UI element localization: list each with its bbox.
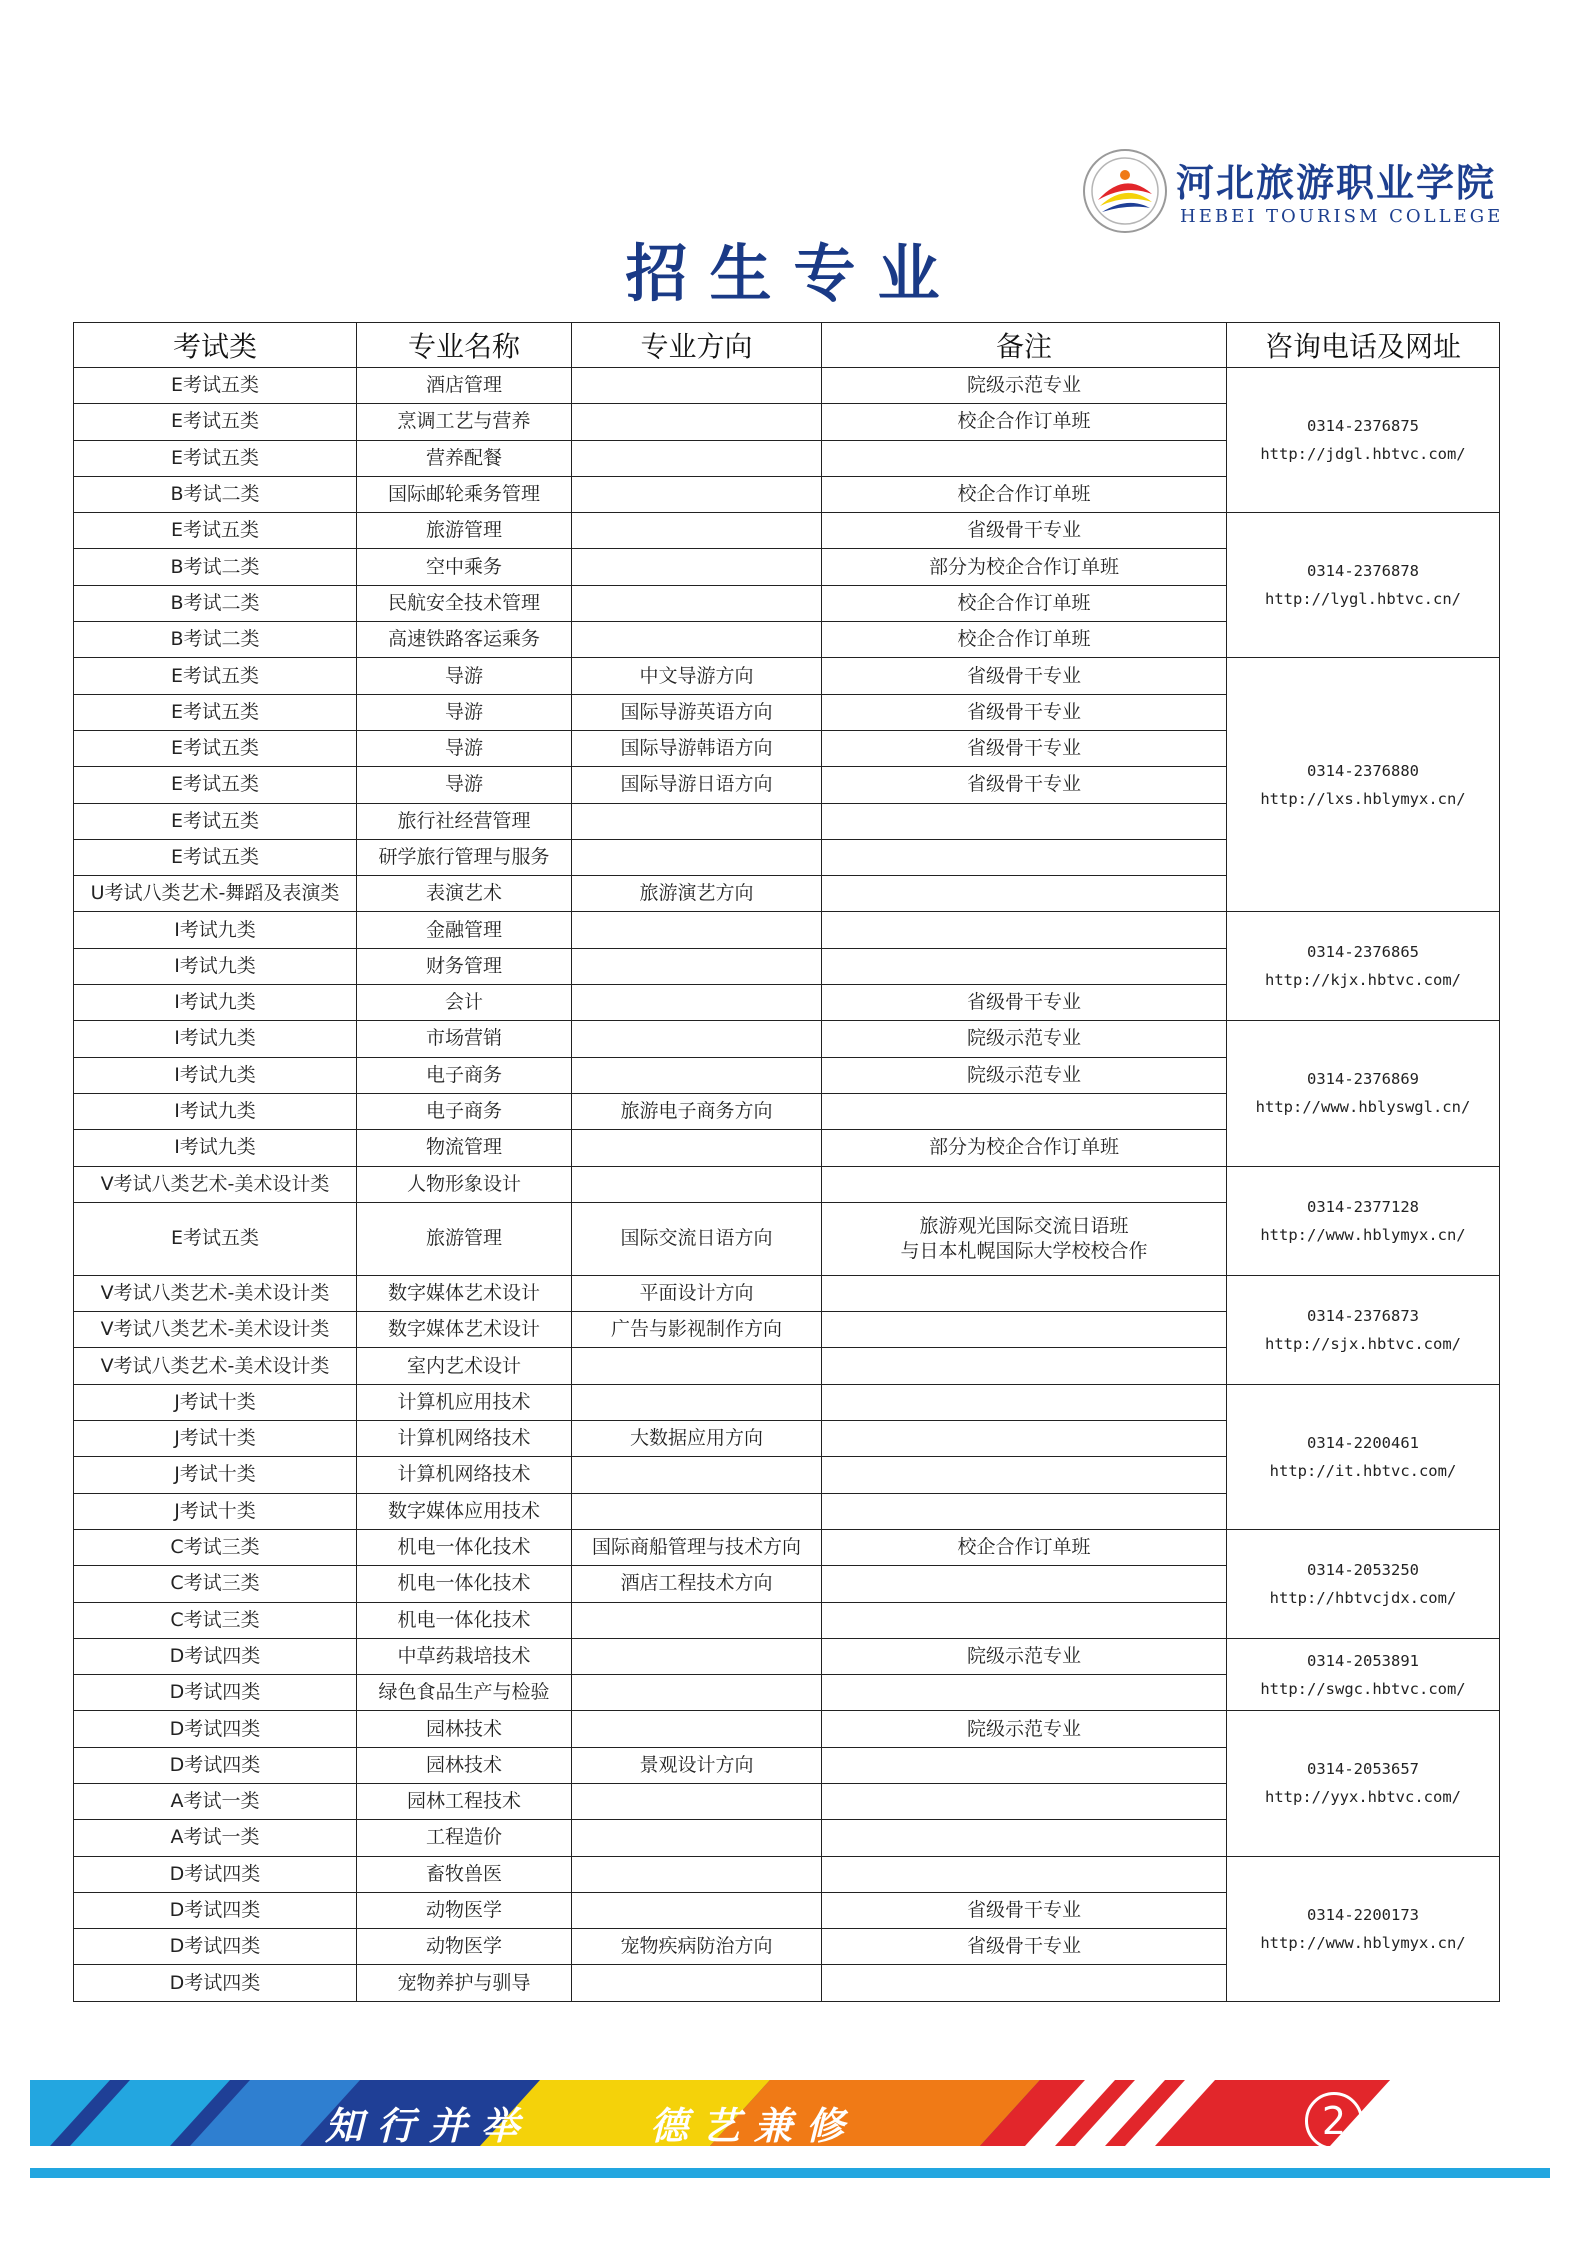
major-direction-cell — [572, 1965, 822, 2001]
header-major-direction: 专业方向 — [572, 323, 822, 368]
exam-category-cell: E考试五类 — [74, 513, 357, 549]
remarks-cell: 省级骨干专业 — [822, 513, 1227, 549]
exam-category-cell: D考试四类 — [74, 1929, 357, 1965]
major-name-cell: 工程造价 — [357, 1820, 572, 1856]
table-header-row — [74, 323, 1500, 368]
major-name-cell: 空中乘务 — [357, 549, 572, 585]
remarks-cell: 校企合作订单班 — [822, 585, 1227, 621]
remarks-cell — [822, 1202, 1227, 1275]
contact-cell — [1227, 1529, 1500, 1638]
exam-category-cell: A考试一类 — [74, 1820, 357, 1856]
major-direction-cell: 国际导游日语方向 — [572, 767, 822, 803]
exam-category-cell: I考试九类 — [74, 1057, 357, 1093]
contact-phone: 0314-2376878 — [1307, 562, 1419, 581]
major-name-cell: 中草药栽培技术 — [357, 1638, 572, 1674]
remarks-cell — [822, 1566, 1227, 1602]
contact-phone: 0314-2053891 — [1307, 1651, 1419, 1670]
contact-url[interactable]: http://www.hblymyx.cn/ — [1260, 1933, 1466, 1952]
major-name-cell: 表演艺术 — [357, 876, 572, 912]
remarks-cell: 部分为校企合作订单班 — [822, 549, 1227, 585]
major-name-cell: 数字媒体艺术设计 — [357, 1275, 572, 1311]
contact-url[interactable]: http://it.hbtvc.com/ — [1269, 1461, 1457, 1480]
remarks-cell — [822, 1348, 1227, 1384]
major-direction-cell: 酒店工程技术方向 — [572, 1566, 822, 1602]
contact-phone: 0314-2200173 — [1307, 1905, 1419, 1924]
contact-url[interactable]: http://lygl.hbtvc.cn/ — [1265, 590, 1461, 609]
remarks-cell — [822, 1457, 1227, 1493]
contact-cell — [1227, 1275, 1500, 1384]
exam-category-cell: D考试四类 — [74, 1892, 357, 1928]
major-direction-cell — [572, 1493, 822, 1529]
remarks-cell — [822, 1166, 1227, 1202]
major-name-cell: 畜牧兽医 — [357, 1856, 572, 1892]
contact-url[interactable]: http://jdgl.hbtvc.com/ — [1260, 445, 1466, 464]
major-name-cell: 机电一体化技术 — [357, 1602, 572, 1638]
remarks-line: 旅游观光国际交流日语班 — [919, 1214, 1129, 1237]
remarks-cell: 校企合作订单班 — [822, 404, 1227, 440]
major-name-cell: 财务管理 — [357, 948, 572, 984]
table-row — [74, 513, 1500, 549]
exam-category-cell: I考试九类 — [74, 1130, 357, 1166]
contact-phone: 0314-2376873 — [1307, 1306, 1419, 1325]
exam-category-cell: E考试五类 — [74, 767, 357, 803]
remarks-cell: 省级骨干专业 — [822, 767, 1227, 803]
contact-phone: 0314-2376865 — [1307, 943, 1419, 962]
remarks-cell: 院级示范专业 — [822, 1057, 1227, 1093]
major-name-cell: 旅行社经营管理 — [357, 803, 572, 839]
exam-category-cell: J考试十类 — [74, 1493, 357, 1529]
majors-table-body — [74, 368, 1500, 2002]
contact-cell — [1227, 1384, 1500, 1529]
major-name-cell: 人物形象设计 — [357, 1166, 572, 1202]
exam-category-cell: E考试五类 — [74, 730, 357, 766]
table-row — [74, 1021, 1500, 1057]
contact-url[interactable]: http://lxs.hblymyx.cn/ — [1260, 789, 1466, 808]
major-name-cell: 金融管理 — [357, 912, 572, 948]
major-direction-cell — [572, 985, 822, 1021]
major-name-cell: 民航安全技术管理 — [357, 585, 572, 621]
remarks-cell — [822, 1093, 1227, 1129]
table-row — [74, 658, 1500, 694]
contact-url[interactable]: http://swgc.hbtvc.com/ — [1260, 1679, 1466, 1698]
major-name-cell: 计算机网络技术 — [357, 1421, 572, 1457]
exam-category-cell: I考试九类 — [74, 948, 357, 984]
college-name-cn: 河北旅游职业学院 — [1176, 160, 1497, 205]
exam-category-cell: B考试二类 — [74, 476, 357, 512]
exam-category-cell: E考试五类 — [74, 803, 357, 839]
major-direction-cell: 广告与影视制作方向 — [572, 1312, 822, 1348]
remarks-cell: 省级骨干专业 — [822, 985, 1227, 1021]
table-row — [74, 368, 1500, 404]
exam-category-cell: A考试一类 — [74, 1783, 357, 1819]
remarks-cell: 省级骨干专业 — [822, 658, 1227, 694]
exam-category-cell: I考试九类 — [74, 985, 357, 1021]
major-direction-cell: 国际交流日语方向 — [572, 1202, 822, 1275]
table-row — [74, 1275, 1500, 1311]
remarks-cell: 院级示范专业 — [822, 1021, 1227, 1057]
exam-category-cell: J考试十类 — [74, 1384, 357, 1420]
major-name-cell: 机电一体化技术 — [357, 1566, 572, 1602]
exam-category-cell: D考试四类 — [74, 1675, 357, 1711]
major-name-cell: 动物医学 — [357, 1892, 572, 1928]
major-name-cell: 数字媒体艺术设计 — [357, 1312, 572, 1348]
major-direction-cell — [572, 513, 822, 549]
exam-category-cell: D考试四类 — [74, 1747, 357, 1783]
major-name-cell: 物流管理 — [357, 1130, 572, 1166]
contact-cell — [1227, 658, 1500, 912]
major-direction-cell — [572, 585, 822, 621]
major-direction-cell: 中文导游方向 — [572, 658, 822, 694]
exam-category-cell: I考试九类 — [74, 912, 357, 948]
exam-category-cell: U考试八类艺术-舞蹈及表演类 — [74, 876, 357, 912]
major-direction-cell — [572, 803, 822, 839]
exam-category-cell: E考试五类 — [74, 404, 357, 440]
table-row — [74, 1638, 1500, 1674]
exam-category-cell: V考试八类艺术-美术设计类 — [74, 1348, 357, 1384]
major-direction-cell — [572, 839, 822, 875]
page-number: 2 — [1305, 2092, 1363, 2150]
contact-url[interactable]: http://hbtvcjdx.com/ — [1269, 1588, 1457, 1607]
remarks-cell — [822, 1312, 1227, 1348]
major-direction-cell — [572, 1892, 822, 1928]
major-direction-cell: 国际导游英语方向 — [572, 694, 822, 730]
major-name-cell: 导游 — [357, 658, 572, 694]
exam-category-cell: E考试五类 — [74, 694, 357, 730]
exam-category-cell: B考试二类 — [74, 549, 357, 585]
page-title: 招生专业 — [625, 237, 962, 310]
contact-cell — [1227, 368, 1500, 513]
major-direction-cell — [572, 1856, 822, 1892]
major-direction-cell: 平面设计方向 — [572, 1275, 822, 1311]
exam-category-cell: D考试四类 — [74, 1638, 357, 1674]
major-name-cell: 旅游管理 — [357, 513, 572, 549]
contact-cell — [1227, 1166, 1500, 1275]
remarks-cell — [822, 1820, 1227, 1856]
major-name-cell: 园林技术 — [357, 1711, 572, 1747]
contact-phone: 0314-2053250 — [1307, 1560, 1419, 1579]
major-direction-cell — [572, 1711, 822, 1747]
contact-phone: 0314-2200461 — [1307, 1433, 1419, 1452]
major-direction-cell — [572, 948, 822, 984]
remarks-cell — [822, 1675, 1227, 1711]
exam-category-cell: C考试三类 — [74, 1602, 357, 1638]
major-direction-cell — [572, 1348, 822, 1384]
header-contact: 咨询电话及网址 — [1227, 323, 1500, 368]
major-name-cell: 营养配餐 — [357, 440, 572, 476]
remarks-cell: 校企合作订单班 — [822, 476, 1227, 512]
remarks-cell — [822, 1965, 1227, 2001]
major-name-cell: 绿色食品生产与检验 — [357, 1675, 572, 1711]
exam-category-cell: J考试十类 — [74, 1421, 357, 1457]
major-direction-cell — [572, 1130, 822, 1166]
table-row — [74, 1856, 1500, 1892]
remarks-cell — [822, 1856, 1227, 1892]
exam-category-cell: C考试三类 — [74, 1529, 357, 1565]
header-major-name: 专业名称 — [357, 323, 572, 368]
exam-category-cell: V考试八类艺术-美术设计类 — [74, 1166, 357, 1202]
college-seal-icon — [1082, 148, 1168, 234]
footer-slogan-right: 德艺兼修 — [650, 2103, 859, 2148]
major-name-cell: 烹调工艺与营养 — [357, 404, 572, 440]
exam-category-cell: D考试四类 — [74, 1965, 357, 2001]
exam-category-cell: I考试九类 — [74, 1093, 357, 1129]
remarks-cell — [822, 1747, 1227, 1783]
remarks-cell: 省级骨干专业 — [822, 694, 1227, 730]
table-row — [74, 912, 1500, 948]
remarks-cell: 省级骨干专业 — [822, 1929, 1227, 1965]
footer-slogan-left: 知行并举 — [325, 2103, 534, 2148]
major-name-cell: 市场营销 — [357, 1021, 572, 1057]
major-direction-cell — [572, 1457, 822, 1493]
major-name-cell: 高速铁路客运乘务 — [357, 622, 572, 658]
exam-category-cell: E考试五类 — [74, 658, 357, 694]
table-row — [74, 1529, 1500, 1565]
majors-table — [73, 322, 1500, 2002]
remarks-cell: 校企合作订单班 — [822, 1529, 1227, 1565]
major-name-cell: 旅游管理 — [357, 1202, 572, 1275]
contact-url[interactable]: http://yyx.hbtvc.com/ — [1265, 1788, 1461, 1807]
major-direction-cell — [572, 1638, 822, 1674]
table-row — [74, 1384, 1500, 1420]
remarks-cell: 省级骨干专业 — [822, 730, 1227, 766]
remarks-cell — [822, 912, 1227, 948]
exam-category-cell: V考试八类艺术-美术设计类 — [74, 1275, 357, 1311]
major-name-cell: 室内艺术设计 — [357, 1348, 572, 1384]
major-name-cell: 动物医学 — [357, 1929, 572, 1965]
table-row — [74, 1711, 1500, 1747]
exam-category-cell: E考试五类 — [74, 1202, 357, 1275]
major-name-cell: 园林工程技术 — [357, 1783, 572, 1819]
exam-category-cell: B考试二类 — [74, 622, 357, 658]
major-direction-cell — [572, 404, 822, 440]
major-direction-cell: 国际导游韩语方向 — [572, 730, 822, 766]
major-direction-cell — [572, 912, 822, 948]
remarks-cell: 院级示范专业 — [822, 368, 1227, 404]
college-name-en: HEBEI TOURISM COLLEGE — [1180, 206, 1504, 227]
remarks-cell — [822, 1783, 1227, 1819]
major-name-cell: 电子商务 — [357, 1093, 572, 1129]
major-name-cell: 机电一体化技术 — [357, 1529, 572, 1565]
contact-cell — [1227, 912, 1500, 1021]
exam-category-cell: C考试三类 — [74, 1566, 357, 1602]
contact-url[interactable]: http://www.hblyswgl.cn/ — [1255, 1098, 1471, 1117]
exam-category-cell: J考试十类 — [74, 1457, 357, 1493]
remarks-cell — [822, 1384, 1227, 1420]
exam-category-cell: V考试八类艺术-美术设计类 — [74, 1312, 357, 1348]
remarks-cell: 院级示范专业 — [822, 1711, 1227, 1747]
exam-category-cell: D考试四类 — [74, 1711, 357, 1747]
remarks-cell — [822, 839, 1227, 875]
major-name-cell: 电子商务 — [357, 1057, 572, 1093]
major-direction-cell: 景观设计方向 — [572, 1747, 822, 1783]
major-direction-cell — [572, 549, 822, 585]
contact-url[interactable]: http://kjx.hbtvc.com/ — [1265, 971, 1461, 990]
major-direction-cell — [572, 1820, 822, 1856]
major-name-cell: 研学旅行管理与服务 — [357, 839, 572, 875]
remarks-cell — [822, 1421, 1227, 1457]
major-direction-cell — [572, 1675, 822, 1711]
major-name-cell: 导游 — [357, 767, 572, 803]
exam-category-cell: D考试四类 — [74, 1856, 357, 1892]
major-direction-cell — [572, 476, 822, 512]
major-direction-cell — [572, 1384, 822, 1420]
exam-category-cell: B考试二类 — [74, 585, 357, 621]
remarks-cell — [822, 876, 1227, 912]
major-direction-cell — [572, 1602, 822, 1638]
major-name-cell: 园林技术 — [357, 1747, 572, 1783]
contact-cell — [1227, 1711, 1500, 1856]
exam-category-cell: I考试九类 — [74, 1021, 357, 1057]
major-direction-cell — [572, 1166, 822, 1202]
remarks-cell — [822, 803, 1227, 839]
contact-cell — [1227, 1021, 1500, 1166]
contact-phone: 0314-2053657 — [1307, 1760, 1419, 1779]
remarks-cell: 部分为校企合作订单班 — [822, 1130, 1227, 1166]
header-remarks: 备注 — [822, 323, 1227, 368]
major-name-cell: 导游 — [357, 730, 572, 766]
exam-category-cell: E考试五类 — [74, 839, 357, 875]
contact-cell — [1227, 513, 1500, 658]
major-name-cell: 计算机网络技术 — [357, 1457, 572, 1493]
major-direction-cell: 旅游演艺方向 — [572, 876, 822, 912]
remarks-cell: 校企合作订单班 — [822, 622, 1227, 658]
contact-phone: 0314-2376880 — [1307, 761, 1419, 780]
remarks-cell: 省级骨干专业 — [822, 1892, 1227, 1928]
major-name-cell: 会计 — [357, 985, 572, 1021]
major-direction-cell: 旅游电子商务方向 — [572, 1093, 822, 1129]
major-name-cell: 计算机应用技术 — [357, 1384, 572, 1420]
remarks-cell — [822, 1602, 1227, 1638]
contact-cell — [1227, 1638, 1500, 1711]
major-direction-cell — [572, 1057, 822, 1093]
major-name-cell: 导游 — [357, 694, 572, 730]
major-direction-cell: 国际商船管理与技术方向 — [572, 1529, 822, 1565]
major-direction-cell — [572, 440, 822, 476]
contact-url[interactable]: http://sjx.hbtvc.com/ — [1265, 1334, 1461, 1353]
college-logo — [1082, 148, 1504, 234]
major-name-cell: 酒店管理 — [357, 368, 572, 404]
major-direction-cell — [572, 1021, 822, 1057]
major-direction-cell: 大数据应用方向 — [572, 1421, 822, 1457]
contact-url[interactable]: http://www.hblymyx.cn/ — [1260, 1225, 1466, 1244]
remarks-cell — [822, 948, 1227, 984]
exam-category-cell: E考试五类 — [74, 440, 357, 476]
major-name-cell: 数字媒体应用技术 — [357, 1493, 572, 1529]
remarks-line: 与日本札幌国际大学校校合作 — [900, 1239, 1148, 1262]
major-direction-cell — [572, 1783, 822, 1819]
major-name-cell: 国际邮轮乘务管理 — [357, 476, 572, 512]
exam-category-cell: E考试五类 — [74, 368, 357, 404]
contact-phone: 0314-2377128 — [1307, 1197, 1419, 1216]
contact-phone: 0314-2376869 — [1307, 1070, 1419, 1089]
contact-cell — [1227, 1856, 1500, 2001]
major-direction-cell — [572, 622, 822, 658]
header-exam-category: 考试类 — [74, 323, 357, 368]
table-row — [74, 1166, 1500, 1202]
remarks-cell — [822, 1493, 1227, 1529]
contact-phone: 0314-2376875 — [1307, 417, 1419, 436]
remarks-cell — [822, 440, 1227, 476]
major-direction-cell — [572, 368, 822, 404]
remarks-cell — [822, 1275, 1227, 1311]
remarks-cell: 院级示范专业 — [822, 1638, 1227, 1674]
major-direction-cell: 宠物疾病防治方向 — [572, 1929, 822, 1965]
major-name-cell: 宠物养护与驯导 — [357, 1965, 572, 2001]
